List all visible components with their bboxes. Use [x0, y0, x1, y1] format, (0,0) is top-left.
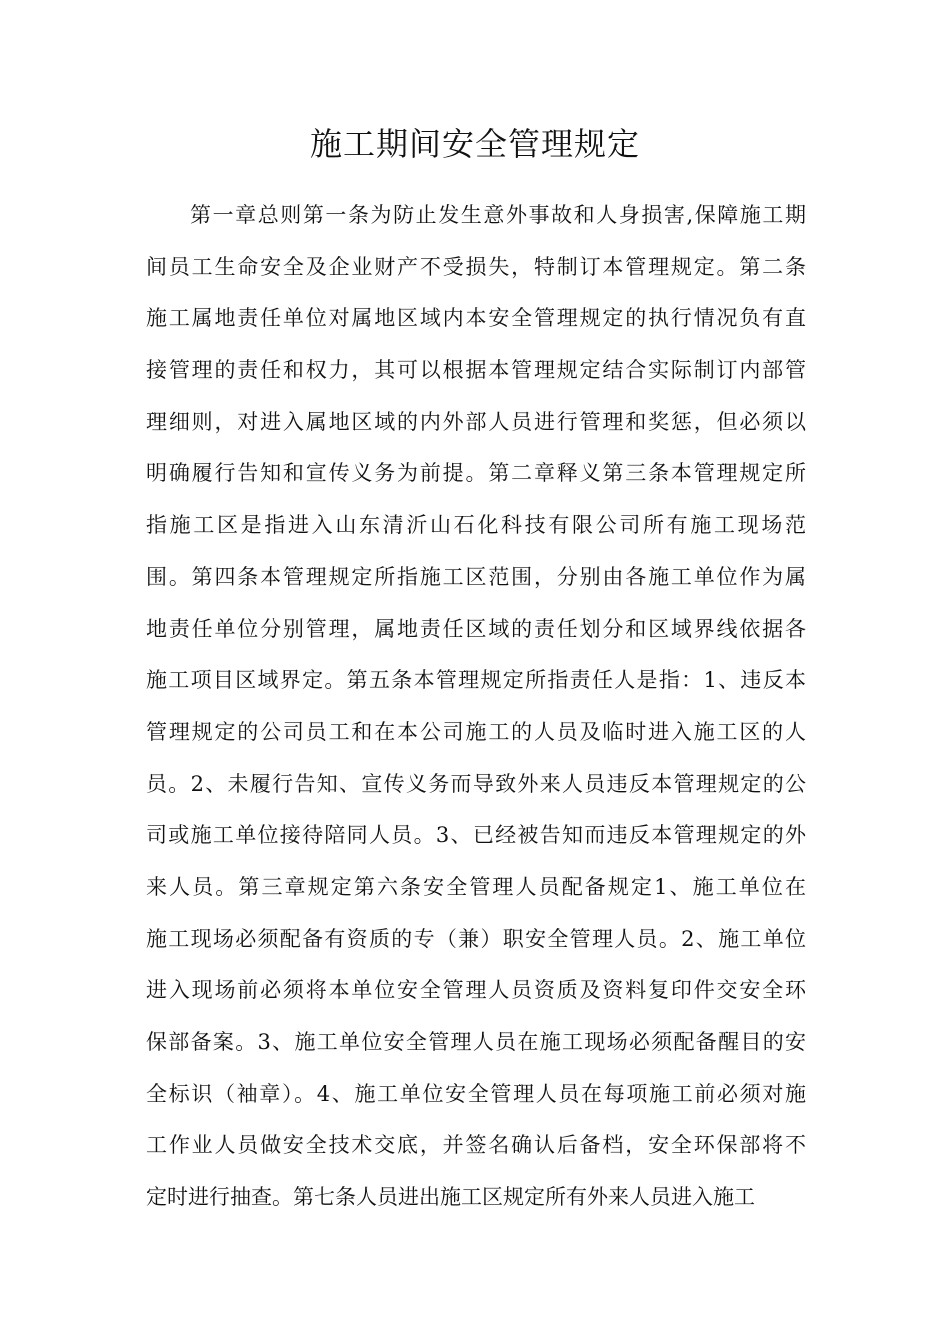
body-line-10: 施工项目区域界定。第五条本管理规定所指责任人是指：1、违反本 — [146, 668, 806, 693]
body-line-7: 指施工区是指进入山东清沂山石化科技有限公司所有施工现场范 — [146, 513, 806, 538]
body-line-14: 来人员。第三章规定第六条安全管理人员配备规定1、施工单位在 — [146, 874, 806, 899]
body-line-17: 保部备案。3、施工单位安全管理人员在施工现场必须配备醒目的安 — [146, 1030, 806, 1054]
body-line-9: 地责任单位分别管理，属地责任区域的责任划分和区域界线依据各 — [146, 616, 806, 641]
document-body — [146, 190, 806, 1224]
body-line-16: 进入现场前必须将本单位安全管理人员资质及资料复印件交安全环 — [146, 978, 806, 1003]
body-line-20: 定时进行抽查。第七条人员进出施工区规定所有外来人员进入施工 — [146, 1185, 755, 1210]
body-line-3: 施工属地责任单位对属地区域内本安全管理规定的执行情况负有直 — [146, 306, 806, 331]
body-line-2: 间员工生命安全及企业财产不受损失，特制订本管理规定。第二条 — [146, 254, 806, 279]
body-line-13: 司或施工单位接待陪同人员。3、已经被告知而违反本管理规定的外 — [146, 823, 806, 848]
body-line-5: 理细则，对进入属地区域的内外部人员进行管理和奖惩，但必须以 — [146, 409, 806, 434]
body-line-1: 第一章总则第一条为防止发生意外事故和人身损害,保障施工期 — [190, 203, 806, 227]
body-line-12: 员。2、未履行告知、宣传义务而导致外来人员违反本管理规定的公 — [146, 771, 806, 796]
body-line-18: 全标识（袖章）。4、施工单位安全管理人员在每项施工前必须对施 — [146, 1081, 806, 1106]
body-line-6: 明确履行告知和宣传义务为前提。第二章释义第三条本管理规定所 — [146, 461, 806, 486]
body-line-19: 工作业人员做安全技术交底，并签名确认后备档，安全环保部将不 — [146, 1133, 806, 1158]
body-line-15: 施工现场必须配备有资质的专（兼）职安全管理人员。2、施工单位 — [146, 926, 806, 951]
body-line-4: 接管理的责任和权力，其可以根据本管理规定结合实际制订内部管 — [146, 358, 806, 383]
body-line-11: 管理规定的公司员工和在本公司施工的人员及临时进入施工区的人 — [146, 719, 806, 744]
body-line-8: 围。第四条本管理规定所指施工区范围，分别由各施工单位作为属 — [146, 564, 806, 589]
document-title: 施工期间安全管理规定 — [309, 125, 640, 163]
